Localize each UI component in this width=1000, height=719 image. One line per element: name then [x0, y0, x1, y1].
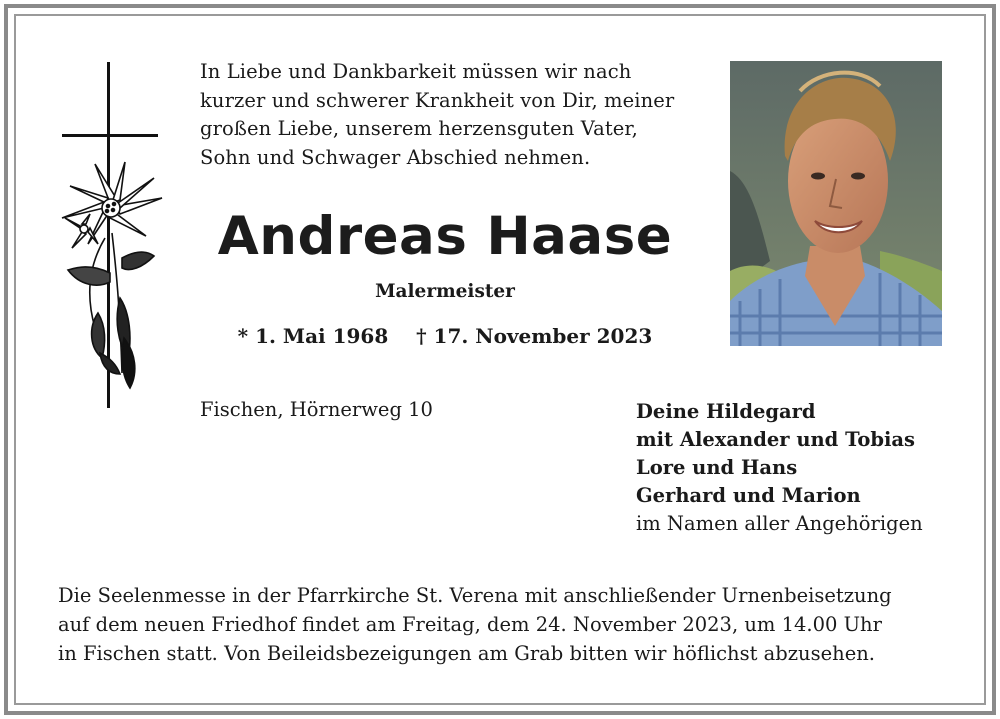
address: Fischen, Hörnerweg 10: [200, 398, 433, 421]
mourners-closing: im Namen aller Angehörigen: [636, 512, 923, 535]
intro-text: [200, 58, 690, 172]
notice-line: in Fischen statt. Von Beileidsbezeigungen am Grab bitten wir höflichst abzusehen.: [58, 642, 876, 665]
birth-date: * 1. Mai 1968: [237, 324, 389, 348]
mourner-line: mit Alexander und Tobias: [636, 428, 916, 451]
deceased-name: Andreas Haase: [217, 206, 673, 267]
notice-line: Die Seelenmesse in der Pfarrkirche St. Verena mit anschließender Urnenbeisetzung: [58, 584, 892, 607]
intro-line: In Liebe und Dankbarkeit müssen wir nach: [200, 60, 632, 83]
death-date: † 17. November 2023: [416, 324, 653, 348]
mourner-line: Lore und Hans: [636, 456, 798, 479]
notice-line: auf dem neuen Friedhof findet am Freitag, dem 24. November 2023, um 14.00 Uhr: [58, 613, 882, 636]
cross-edelweiss-ornament: [50, 58, 175, 413]
funeral-notice: [58, 581, 942, 668]
intro-line: großen Liebe, unserem herzensguten Vater,: [200, 117, 638, 140]
life-dates: [200, 324, 690, 348]
mourner-line: Deine Hildegard: [636, 400, 816, 423]
intro-line: Sohn und Schwager Abschied nehmen.: [200, 145, 591, 169]
mourners-list: [636, 398, 923, 538]
intro-line: kurzer und schwerer Krankheit von Dir, meiner: [200, 88, 675, 112]
mourner-line: Gerhard und Marion: [636, 484, 861, 507]
edelweiss-icon: [62, 162, 162, 388]
deceased-profession: Malermeister: [375, 281, 515, 302]
portrait-photo: [730, 61, 942, 346]
